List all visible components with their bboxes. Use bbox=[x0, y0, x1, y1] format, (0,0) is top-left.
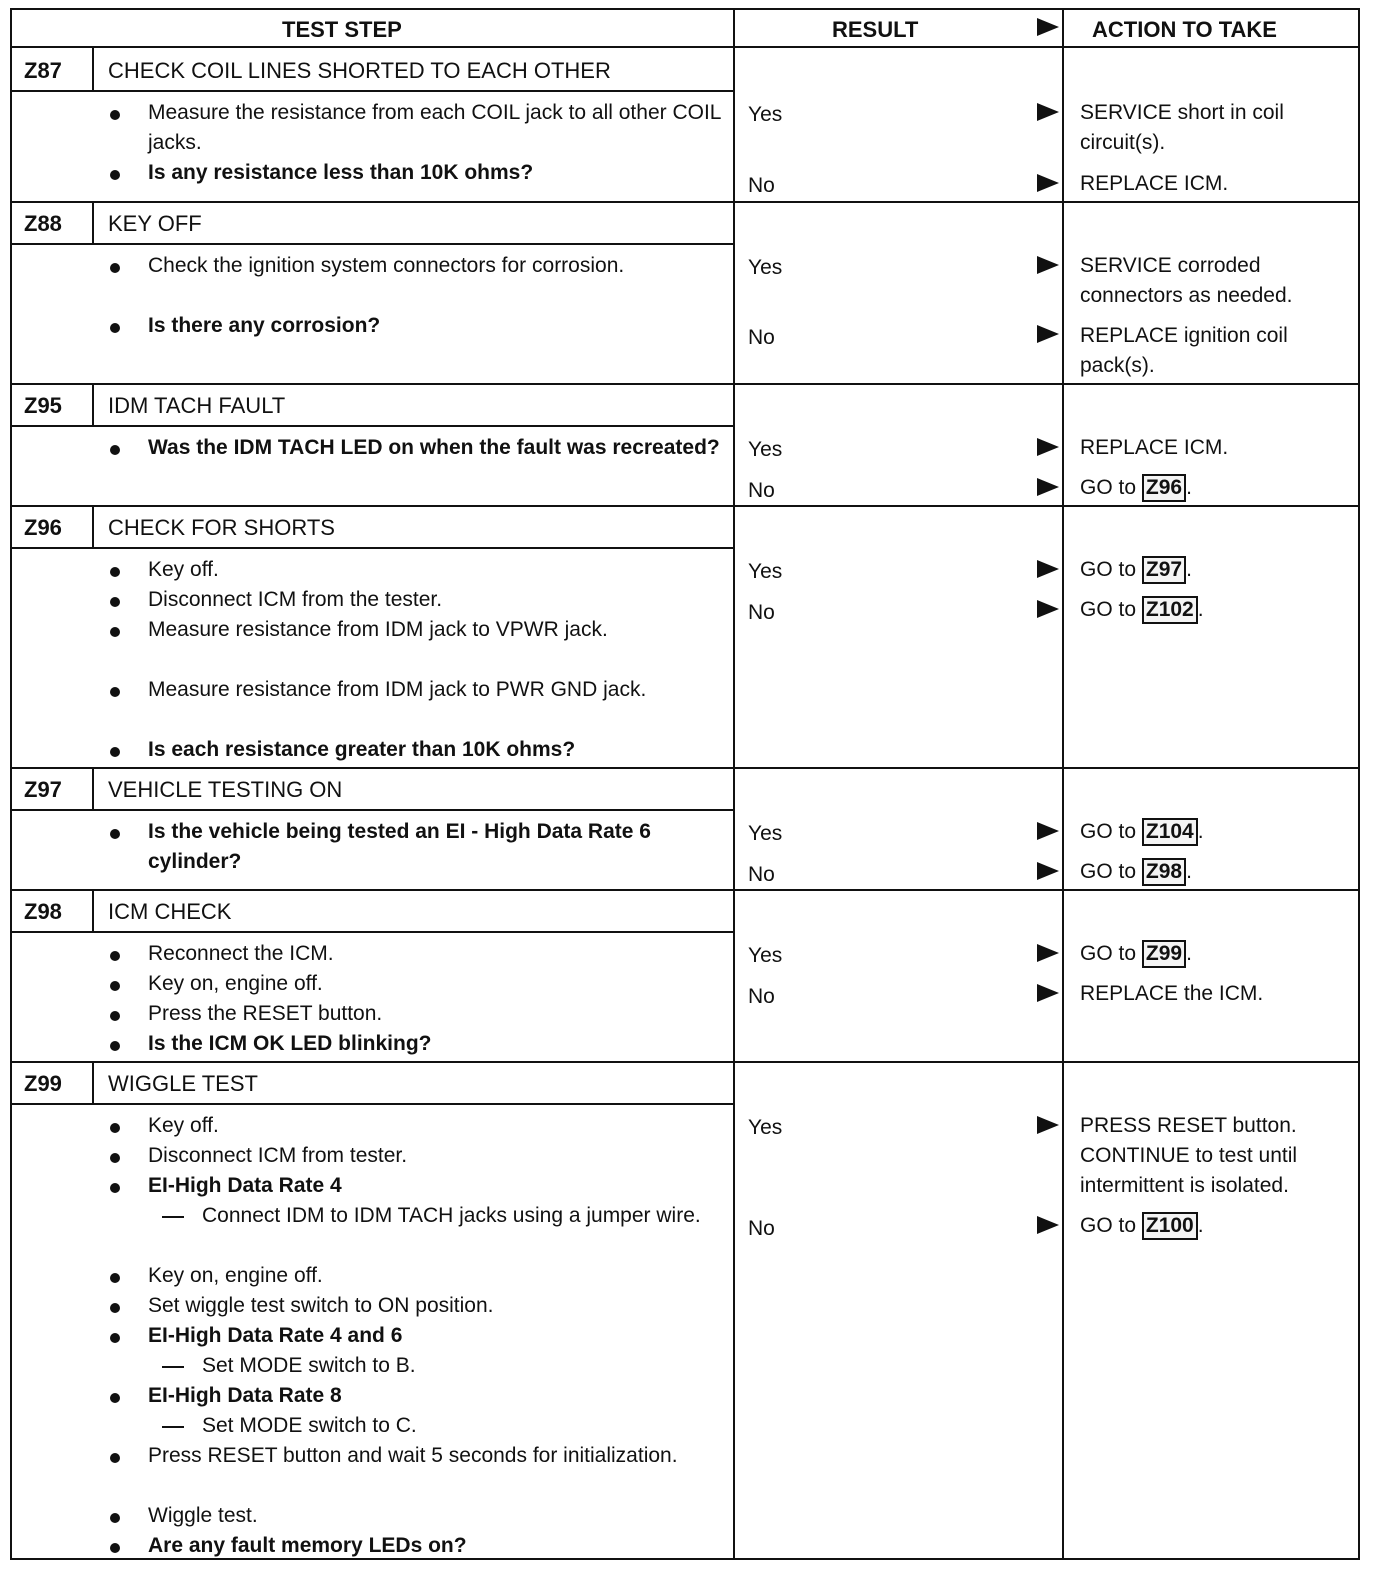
step-title: VEHICLE TESTING ON bbox=[108, 777, 343, 802]
step-subitem: Connect IDM to IDM TACH jacks using a jumper wire. bbox=[202, 1204, 701, 1227]
action-yes: SERVICE short in coil circuit(s). bbox=[1080, 101, 1284, 154]
step-item: Press the RESET button. bbox=[148, 1002, 383, 1025]
result-no: No bbox=[748, 985, 775, 1008]
step-reference-link[interactable]: Z102 bbox=[1142, 596, 1198, 624]
step-title: KEY OFF bbox=[108, 211, 202, 236]
step-item: Is there any corrosion? bbox=[148, 314, 381, 337]
arrow-icon bbox=[1037, 1216, 1059, 1234]
bullet-icon bbox=[110, 1041, 120, 1051]
action-period: . bbox=[1186, 860, 1192, 883]
bullet-icon bbox=[110, 1011, 120, 1021]
arrow-icon bbox=[1037, 822, 1059, 840]
action-period: . bbox=[1186, 942, 1192, 965]
bullet-icon bbox=[110, 1273, 120, 1283]
step-item: Key on, engine off. bbox=[148, 1264, 323, 1287]
id-divider bbox=[92, 507, 94, 547]
step-z96 bbox=[12, 507, 1358, 767]
action-text: GO to bbox=[1080, 476, 1137, 499]
step-item: Disconnect ICM from the tester. bbox=[148, 588, 443, 611]
bullet-icon bbox=[110, 597, 120, 607]
bullet-icon bbox=[110, 170, 120, 180]
bullet-icon bbox=[110, 1123, 120, 1133]
step-item: Key off. bbox=[148, 558, 219, 581]
bullet-icon bbox=[110, 323, 120, 333]
step-subitem: Set MODE switch to B. bbox=[202, 1354, 416, 1377]
bullet-icon bbox=[110, 1183, 120, 1193]
result-yes: Yes bbox=[748, 1116, 783, 1139]
action-period: . bbox=[1197, 820, 1204, 843]
action-no: REPLACE the ICM. bbox=[1080, 982, 1264, 1005]
step-id: Z99 bbox=[24, 1071, 62, 1096]
action-yes bbox=[1080, 555, 1360, 585]
step-id: Z95 bbox=[24, 393, 62, 418]
arrow-icon bbox=[1037, 478, 1059, 496]
step-z88 bbox=[12, 203, 1358, 383]
id-divider bbox=[92, 1063, 94, 1103]
step-item: Are any fault memory LEDs on? bbox=[148, 1534, 467, 1557]
step-item: Was the IDM TACH LED on when the fault was recreated? bbox=[148, 436, 720, 459]
step-z95 bbox=[12, 385, 1358, 505]
result-yes: Yes bbox=[748, 438, 783, 461]
result-yes: Yes bbox=[748, 822, 783, 845]
result-no: No bbox=[748, 863, 775, 886]
action-text: GO to bbox=[1080, 1214, 1137, 1237]
dash-icon bbox=[162, 1426, 184, 1428]
header-test-step: TEST STEP bbox=[282, 17, 402, 42]
bullet-icon bbox=[110, 110, 120, 120]
header-action: ACTION TO TAKE bbox=[1092, 17, 1277, 42]
step-item: Is any resistance less than 10K ohms? bbox=[148, 161, 534, 184]
bullet-icon bbox=[110, 829, 120, 839]
dash-icon bbox=[162, 1216, 184, 1218]
result-no: No bbox=[748, 174, 775, 197]
step-reference-link[interactable]: Z99 bbox=[1142, 940, 1186, 968]
result-yes: Yes bbox=[748, 256, 783, 279]
arrow-icon bbox=[1037, 325, 1059, 343]
title-underline bbox=[12, 425, 733, 427]
arrow-icon bbox=[1037, 1116, 1059, 1134]
arrow-icon bbox=[1037, 256, 1059, 274]
bullet-icon bbox=[110, 627, 120, 637]
arrow-icon bbox=[1037, 174, 1059, 192]
step-reference-link[interactable]: Z97 bbox=[1142, 556, 1186, 584]
step-item: EI-High Data Rate 4 bbox=[148, 1174, 342, 1197]
bullet-icon bbox=[110, 951, 120, 961]
step-subitem: Set MODE switch to C. bbox=[202, 1414, 417, 1437]
id-divider bbox=[92, 203, 94, 243]
step-item: EI-High Data Rate 4 and 6 bbox=[148, 1324, 403, 1347]
step-item: Key off. bbox=[148, 1114, 219, 1137]
step-z87 bbox=[12, 48, 1358, 202]
action-text: GO to bbox=[1080, 598, 1137, 621]
step-reference-link[interactable]: Z104 bbox=[1142, 818, 1198, 846]
step-title: ICM CHECK bbox=[108, 899, 232, 924]
step-item: EI-High Data Rate 8 bbox=[148, 1384, 342, 1407]
result-yes: Yes bbox=[748, 103, 783, 126]
table-header bbox=[12, 10, 1358, 48]
diagnostic-table bbox=[10, 8, 1360, 1560]
action-period: . bbox=[1186, 558, 1192, 581]
arrow-icon bbox=[1037, 984, 1059, 1002]
action-yes bbox=[1080, 939, 1360, 969]
step-id: Z97 bbox=[24, 777, 62, 802]
result-no: No bbox=[748, 326, 775, 349]
bullet-icon bbox=[110, 1303, 120, 1313]
result-no: No bbox=[748, 1217, 775, 1240]
action-no: REPLACE ignition coil pack(s). bbox=[1080, 324, 1288, 377]
bullet-icon bbox=[110, 1333, 120, 1343]
id-divider bbox=[92, 769, 94, 809]
title-underline bbox=[12, 90, 733, 92]
step-item: Is each resistance greater than 10K ohms? bbox=[148, 738, 576, 761]
arrow-icon bbox=[1037, 944, 1059, 962]
title-underline bbox=[12, 243, 733, 245]
bullet-icon bbox=[110, 263, 120, 273]
step-item: Reconnect the ICM. bbox=[148, 942, 334, 965]
step-reference-link[interactable]: Z100 bbox=[1142, 1212, 1198, 1240]
bullet-icon bbox=[110, 1453, 120, 1463]
action-text: GO to bbox=[1080, 820, 1137, 843]
action-no bbox=[1080, 473, 1360, 503]
arrow-icon bbox=[1037, 438, 1059, 456]
bullet-icon bbox=[110, 567, 120, 577]
bullet-icon bbox=[110, 1393, 120, 1403]
step-title: CHECK FOR SHORTS bbox=[108, 515, 335, 540]
step-item: Wiggle test. bbox=[148, 1504, 258, 1527]
bullet-icon bbox=[110, 981, 120, 991]
action-yes: PRESS RESET button. CONTINUE to test until intermittent is isolated. bbox=[1080, 1114, 1298, 1197]
step-z97 bbox=[12, 769, 1358, 889]
step-title: WIGGLE TEST bbox=[108, 1071, 258, 1096]
arrow-icon bbox=[1037, 600, 1059, 618]
step-title: CHECK COIL LINES SHORTED TO EACH OTHER bbox=[108, 58, 611, 83]
step-item: Is the vehicle being tested an EI - High Data Rate 6 cylinder? bbox=[148, 820, 651, 873]
arrow-icon bbox=[1037, 18, 1059, 36]
step-id: Z88 bbox=[24, 211, 62, 236]
bullet-icon bbox=[110, 687, 120, 697]
step-item: Check the ignition system connectors for corrosion. bbox=[148, 254, 625, 277]
action-text: GO to bbox=[1080, 860, 1137, 883]
bullet-icon bbox=[110, 445, 120, 455]
action-text: GO to bbox=[1080, 558, 1137, 581]
result-no: No bbox=[748, 601, 775, 624]
title-underline bbox=[12, 931, 733, 933]
bullet-icon bbox=[110, 1153, 120, 1163]
action-yes: SERVICE corroded connectors as needed. bbox=[1080, 254, 1293, 307]
action-no bbox=[1080, 595, 1360, 625]
step-item: Measure the resistance from each COIL jack to all other COIL jacks. bbox=[148, 101, 721, 154]
arrow-icon bbox=[1037, 103, 1059, 121]
action-period: . bbox=[1197, 1214, 1204, 1237]
step-item: Measure resistance from IDM jack to VPWR jack. bbox=[148, 618, 608, 641]
action-yes bbox=[1080, 817, 1360, 847]
step-reference-link[interactable]: Z98 bbox=[1142, 858, 1186, 886]
dash-icon bbox=[162, 1366, 184, 1368]
step-title: IDM TACH FAULT bbox=[108, 393, 286, 418]
action-period: . bbox=[1186, 476, 1192, 499]
step-id: Z87 bbox=[24, 58, 62, 83]
result-yes: Yes bbox=[748, 944, 783, 967]
step-z99 bbox=[12, 1063, 1358, 1558]
action-period: . bbox=[1197, 598, 1204, 621]
step-item: Is the ICM OK LED blinking? bbox=[148, 1032, 432, 1055]
id-divider bbox=[92, 891, 94, 931]
step-id: Z98 bbox=[24, 899, 62, 924]
step-item: Disconnect ICM from tester. bbox=[148, 1144, 408, 1167]
bullet-icon bbox=[110, 1543, 120, 1553]
bullet-icon bbox=[110, 747, 120, 757]
arrow-icon bbox=[1037, 560, 1059, 578]
step-item: Key on, engine off. bbox=[148, 972, 323, 995]
step-id: Z96 bbox=[24, 515, 62, 540]
result-no: No bbox=[748, 479, 775, 502]
step-item: Set wiggle test switch to ON position. bbox=[148, 1294, 494, 1317]
result-yes: Yes bbox=[748, 560, 783, 583]
action-no: REPLACE ICM. bbox=[1080, 172, 1229, 195]
header-result: RESULT bbox=[832, 17, 919, 42]
id-divider bbox=[92, 48, 94, 90]
id-divider bbox=[92, 385, 94, 425]
step-item: Measure resistance from IDM jack to PWR GND jack. bbox=[148, 678, 647, 701]
action-yes: REPLACE ICM. bbox=[1080, 436, 1229, 459]
action-text: GO to bbox=[1080, 942, 1137, 965]
title-underline bbox=[12, 547, 733, 549]
arrow-icon bbox=[1037, 862, 1059, 880]
action-no bbox=[1080, 1211, 1360, 1241]
title-underline bbox=[12, 1103, 733, 1105]
step-reference-link[interactable]: Z96 bbox=[1142, 474, 1186, 502]
step-item: Press RESET button and wait 5 seconds for initialization. bbox=[148, 1444, 678, 1467]
action-no bbox=[1080, 857, 1360, 887]
title-underline bbox=[12, 809, 733, 811]
bullet-icon bbox=[110, 1513, 120, 1523]
step-z98 bbox=[12, 891, 1358, 1061]
